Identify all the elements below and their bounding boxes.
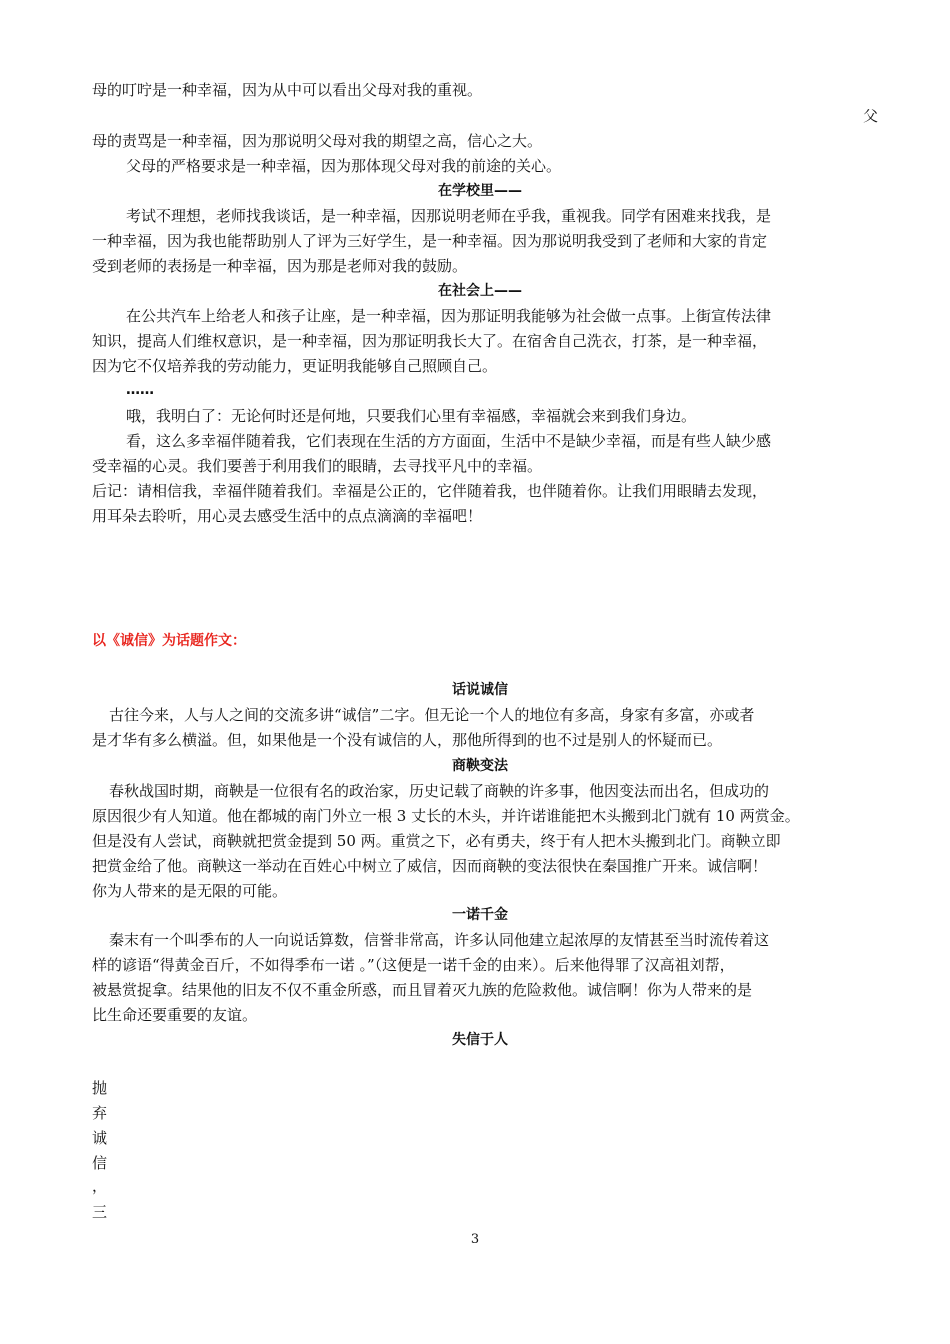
vertical-char: 弃: [92, 1104, 108, 1122]
text-line: 用耳朵去聆听，用心灵去感受生活中的点点滴滴的幸福吧！: [92, 507, 483, 525]
text-line: 比生命还要重要的友谊。: [92, 1006, 258, 1024]
ellipsis-line: ……: [126, 382, 154, 398]
text-line: 父母的严格要求是一种幸福，因为那体现父母对我的前途的关心。: [126, 157, 562, 175]
text-line: 看，这么多幸福伴随着我，它们表现在生活的方方面面，生活中不是缺少幸福，而是有些人缺少感: [126, 432, 772, 450]
text-line: 是才华有多么横溢。但，如果他是一个没有诚信的人，那他所得到的也不过是别人的怀疑而已。: [92, 731, 723, 749]
text-line: 考试不理想，老师找我谈话，是一种幸福，因那说明老师在乎我，重视我。同学有困难来找我，是: [126, 207, 772, 225]
section-heading: 商鞅变法: [452, 758, 508, 774]
text-line: 父: [862, 107, 878, 125]
vertical-char: 诚: [92, 1129, 108, 1147]
vertical-char: 信: [92, 1154, 108, 1172]
text-line: 母的叮咛是一种幸福，因为从中可以看出父母对我的重视。: [92, 81, 483, 99]
text-line: 因为它不仅培养我的劳动能力，更证明我能够自己照顾自己。: [92, 357, 498, 375]
text-line: 受幸福的心灵。我们要善于利用我们的眼睛，去寻找平凡中的幸福。: [92, 457, 543, 475]
text-line: 知识，提高人们维权意识，是一种幸福，因为那证明我长大了。在宿舍自己洗衣，打茶，是一种幸福，: [92, 332, 768, 350]
text-line: 春秋战国时期，商鞅是一位很有名的政治家，历史记载了商鞅的许多事，他因变法而出名，但成功的: [109, 782, 770, 800]
text-line: 母的责骂是一种幸福，因为那说明父母对我的期望之高，信心之大。: [92, 132, 543, 150]
vertical-char: 三: [92, 1203, 108, 1221]
text-line: 哦，我明白了：无论何时还是何地，只要我们心里有幸福感，幸福就会来到我们身边。: [126, 407, 697, 425]
text-line: 在公共汽车上给老人和孩子让座，是一种幸福，因为那证明我能够为社会做一点事。上街宣传法律: [126, 307, 772, 325]
text-line: 古往今来，人与人之间的交流多讲“诚信”二字。但无论一个人的地位有多高，身家有多富，亦或者: [109, 706, 755, 724]
page-number: 3: [470, 1232, 480, 1247]
topic-heading: 以《诚信》为话题作文：: [92, 633, 246, 649]
text-line: 一种幸福，因为我也能帮助别人了评为三好学生，是一种幸福。因为那说明我受到了老师和大家的肯定: [92, 232, 768, 250]
vertical-char: ，: [92, 1177, 108, 1195]
vertical-char: 抛: [92, 1079, 108, 1097]
section-heading: 失信于人: [452, 1032, 508, 1048]
text-line: 后记：请相信我，幸福伴随着我们。幸福是公正的，它伴随着我，也伴随着你。让我们用眼睛去发现，: [92, 482, 768, 500]
text-line: 受到老师的表扬是一种幸福，因为那是老师对我的鼓励。: [92, 257, 468, 275]
text-line: 原因很少有人知道。他在都城的南门外立一根 3 丈长的木头，并许诺谁能把木头搬到北门就有 10 两赏金。: [92, 807, 800, 825]
text-line: 被悬赏捉拿。结果他的旧友不仅不重金所惑，而且冒着灭九族的危险救他。诚信啊！你为人带来的是: [92, 981, 753, 999]
section-heading: 在社会上——: [438, 283, 522, 299]
text-line: 样的谚语“得黄金百斤，不如得季布一诺 。”（这便是一诺千金的由来）。后来他得罪了汉高祖刘帮，: [92, 956, 735, 974]
section-heading: 一诺千金: [452, 907, 508, 923]
text-line: 但是没有人尝试，商鞅就把赏金提到 50 两。重赏之下，必有勇夫，终于有人把木头搬到北门。商鞅立即: [92, 832, 781, 850]
section-heading: 在学校里——: [438, 183, 522, 199]
text-line: 你为人带来的是无限的可能。: [92, 882, 288, 900]
text-line: 秦末有一个叫季布的人一向说话算数，信誉非常高，许多认同他建立起浓厚的友情甚至当时流传着这: [109, 931, 770, 949]
text-line: 把赏金给了他。商鞅这一举动在百姓心中树立了威信，因而商鞅的变法很快在秦国推广开来。诚信啊！: [92, 857, 768, 875]
essay-title: 话说诚信: [452, 682, 508, 698]
